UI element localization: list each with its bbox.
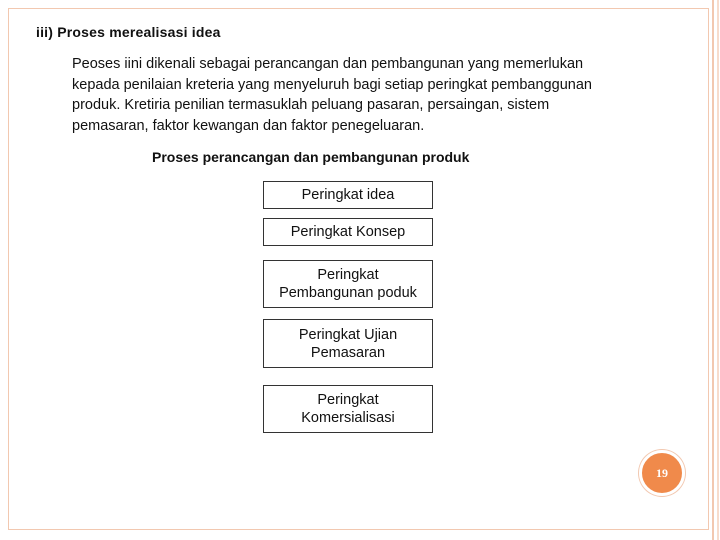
page-number-badge	[639, 450, 685, 496]
right-border-stripe-outer	[717, 0, 719, 540]
stage-box-ujian-pemasaran	[263, 319, 433, 368]
process-title: Proses perancangan dan pembangunan produk	[152, 149, 470, 165]
section-title: iii) Proses merealisasi idea	[36, 24, 221, 40]
stage-box-pembangunan	[263, 260, 433, 308]
stage-label-line-1: Peringkat	[317, 392, 379, 408]
stage-box-konsep	[263, 218, 433, 246]
stage-label-line-2: Komersialisasi	[301, 410, 395, 426]
description-paragraph	[72, 54, 662, 136]
stage-label: Peringkat idea	[301, 187, 395, 203]
stage-box-idea	[263, 181, 433, 209]
stage-label: Peringkat Konsep	[290, 224, 406, 240]
paragraph-line: kepada penilaian kreteria yang menyeluruh bagi setiap peringkat pembanggunan	[72, 76, 592, 93]
paragraph-line: produk. Kretiria penilian termasuklah peluang pasaran, persaingan, sistem	[72, 97, 550, 113]
paragraph-line: pemasaran, faktor kewangan dan faktor penegeluaran.	[72, 117, 425, 134]
stage-label-line-1: Peringkat	[317, 267, 379, 283]
stage-label-line-1: Peringkat Ujian	[298, 326, 398, 343]
paragraph-line: Peoses iini dikenali sebagai perancangan dan pembangunan yang memerlukan	[72, 56, 584, 72]
stage-box-komersialisasi	[263, 385, 433, 433]
stage-label-line-2: Pembangunan poduk	[279, 285, 417, 301]
right-border-stripe	[712, 0, 714, 540]
stage-label-line-2: Pemasaran	[310, 344, 386, 361]
page-number: 19	[656, 465, 668, 480]
